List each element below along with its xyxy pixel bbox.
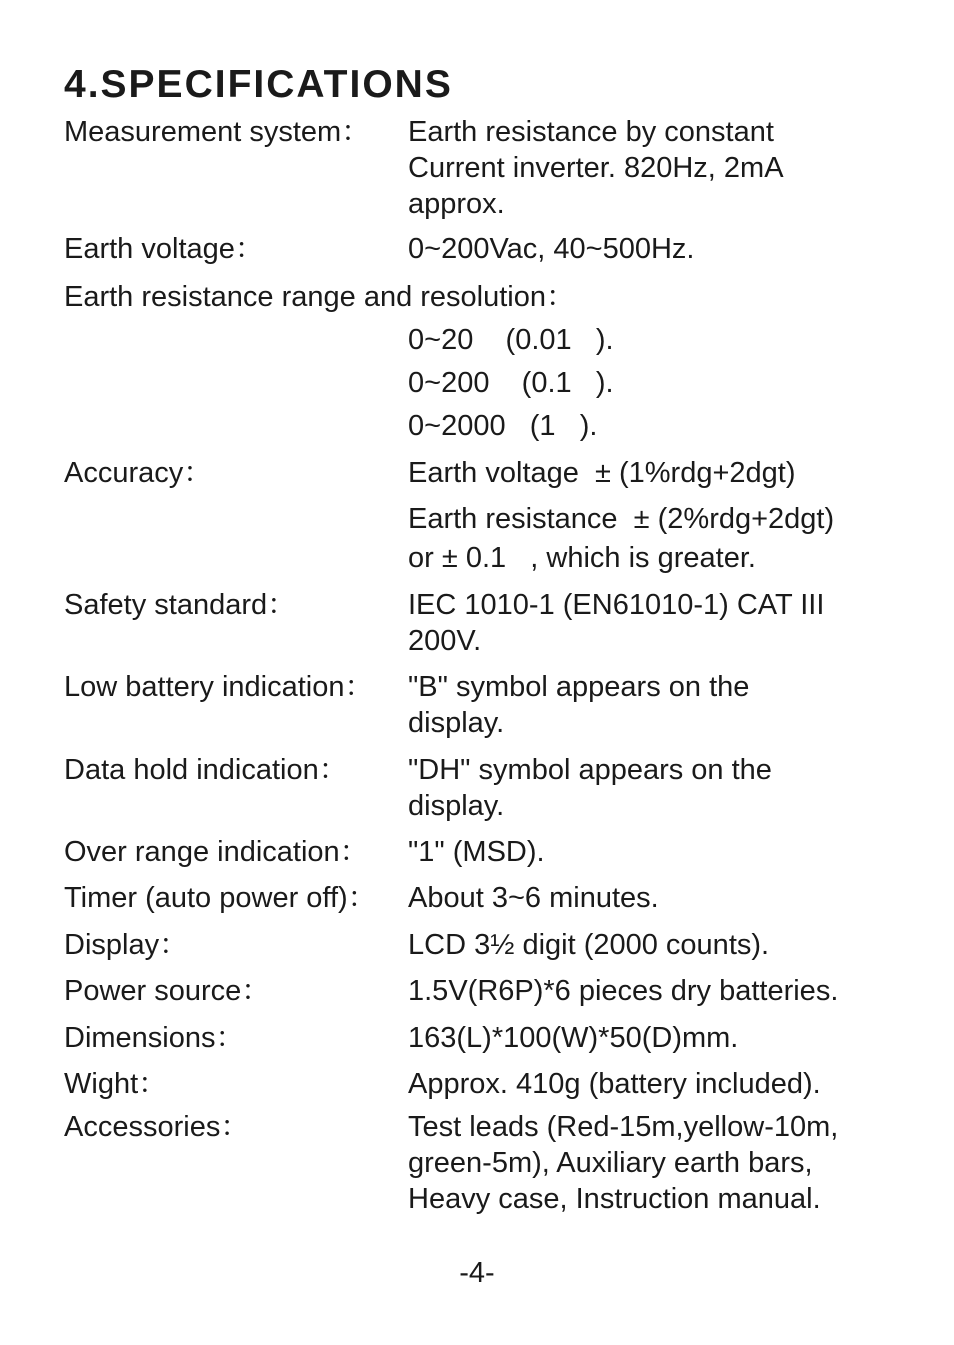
over-range-value: "1" (MSD). [408, 836, 545, 868]
display-label: Display： [64, 929, 189, 961]
safety-standard-label: Safety standard： [64, 589, 297, 621]
accuracy-label: Accuracy： [64, 457, 213, 489]
weight-value: Approx. 410g (battery included). [408, 1068, 821, 1100]
dimensions-label: Dimensions： [64, 1022, 245, 1054]
accessories-line-2: green-5m), Auxiliary earth bars, [408, 1147, 813, 1179]
low-battery-label: Low battery indication： [64, 671, 374, 703]
accuracy-line-3: or ± 0.1 , which is greater. [408, 542, 756, 574]
measurement-system-label: Measurement system： [64, 116, 371, 148]
accuracy-line-2: Earth resistance ± (2%rdg+2dgt) [408, 503, 835, 535]
page-number: -4- [459, 1257, 495, 1289]
data-hold-line-1: "DH" symbol appears on the [408, 754, 772, 786]
data-hold-line-2: display. [408, 790, 505, 822]
measurement-system-value-line-1: Earth resistance by constant [408, 116, 774, 148]
weight-label: Wight： [64, 1068, 168, 1100]
earth-voltage-value: 0~200Vac, 40~500Hz. [408, 233, 695, 265]
accessories-line-3: Heavy case, Instruction manual. [408, 1183, 821, 1215]
accessories-line-1: Test leads (Red-15m,yellow-10m, [408, 1111, 839, 1143]
earth-voltage-label: Earth voltage： [64, 233, 264, 265]
accuracy-line-1: Earth voltage ± (1%rdg+2dgt) [408, 457, 796, 489]
timer-label: Timer (auto power off)： [64, 882, 377, 914]
safety-standard-line-1: IEC 1010-1 (EN61010-1) CAT III [408, 589, 825, 621]
measurement-system-value-line-2: Current inverter. 820Hz, 2mA [408, 152, 784, 184]
page-title: 4.SPECIFICATIONS [64, 63, 453, 106]
display-value: LCD 3½ digit (2000 counts). [408, 929, 770, 961]
dimensions-value: 163(L)*100(W)*50(D)mm. [408, 1022, 739, 1054]
power-source-label: Power source： [64, 975, 271, 1007]
power-source-value: 1.5V(R6P)*6 pieces dry batteries. [408, 975, 839, 1007]
over-range-label: Over range indication： [64, 836, 369, 868]
range-resolution-line-3: 0~2000 (1 ). [408, 410, 598, 442]
timer-value: About 3~6 minutes. [408, 882, 659, 914]
range-resolution-line-1: 0~20 (0.01 ). [408, 324, 614, 356]
measurement-system-value-line-3: approx. [408, 188, 505, 220]
range-resolution-line-2: 0~200 (0.1 ). [408, 367, 614, 399]
data-hold-label: Data hold indication： [64, 754, 348, 786]
safety-standard-line-2: 200V. [408, 625, 482, 657]
range-resolution-label: Earth resistance range and resolution： [64, 281, 576, 313]
low-battery-line-1: "B" symbol appears on the [408, 671, 750, 703]
accessories-label: Accessories： [64, 1111, 250, 1143]
low-battery-line-2: display. [408, 707, 505, 739]
